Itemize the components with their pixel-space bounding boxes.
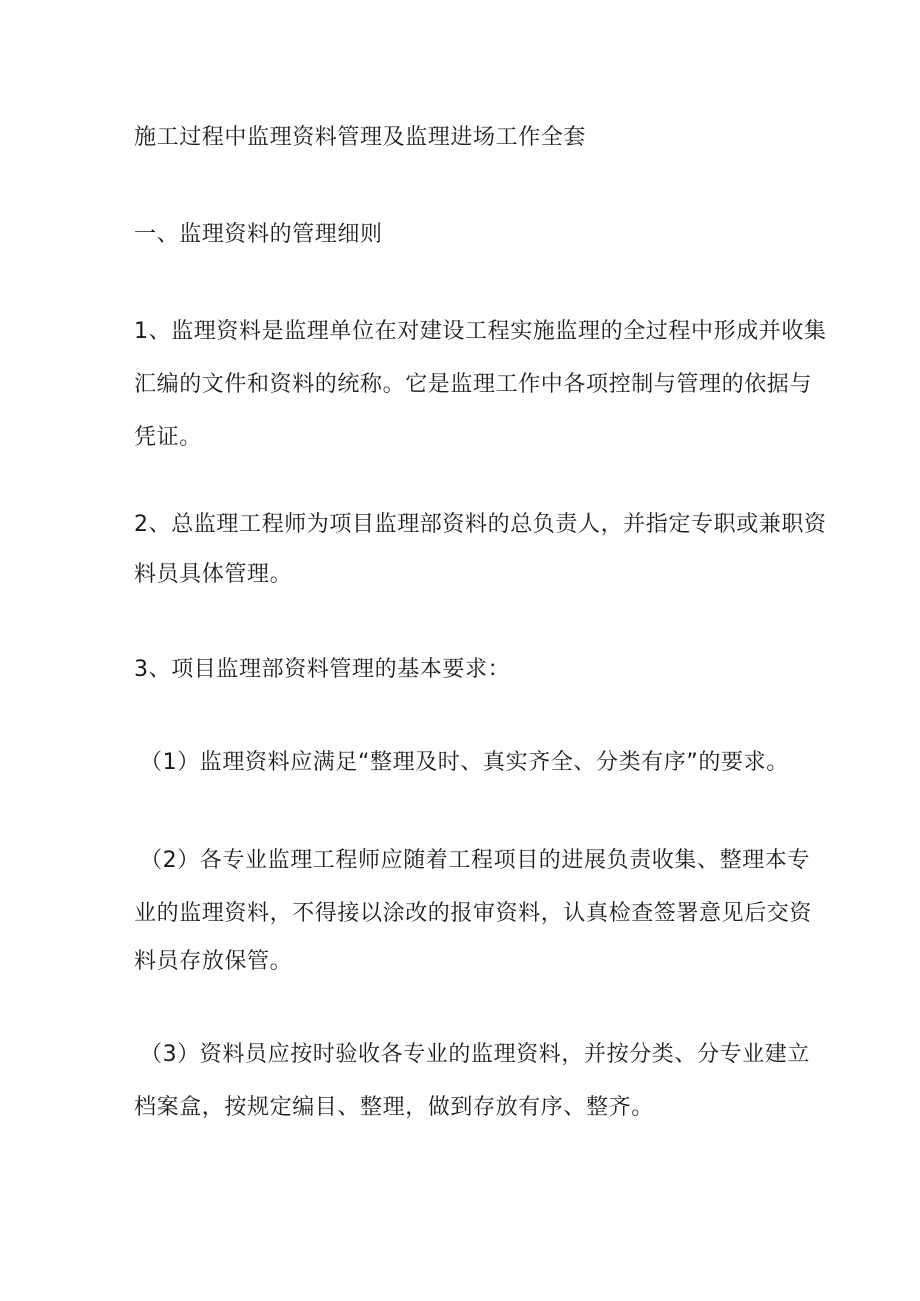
sub-item-2-line-3: 料员存放保管。 [134, 949, 293, 974]
paragraph-1-line-1: 1、监理资料是监理单位在对建设工程实施监理的全过程中形成并收集 [134, 319, 827, 344]
paragraph-2-line-1: 2、总监理工程师为项目监理部资料的总负责人，并指定专职或兼职资 [134, 512, 827, 537]
sub-item-1-line-1: （1）监理资料应满足“整理及时、真实齐全、分类有序”的要求。 [140, 750, 789, 775]
sub-item-2-line-1: （2）各专业监理工程师应随着工程项目的进展负责收集、整理本专 [140, 848, 810, 873]
sub-item-3-line-2: 档案盒，按规定编目、整理，做到存放有序、整齐。 [134, 1095, 654, 1120]
sub-item-2-line-2: 业的监理资料，不得接以涂改的报审资料，认真检查签署意见后交资 [134, 901, 813, 926]
document-title: 施工过程中监理资料管理及监理进场工作全套 [134, 125, 587, 150]
section-heading: 一、监理资料的管理细则 [134, 222, 383, 247]
sub-item-3-line-1: （3）资料员应按时验收各专业的监理资料，并按分类、分专业建立 [140, 1042, 810, 1067]
paragraph-1-line-3: 凭证。 [134, 425, 202, 450]
paragraph-1-line-2: 汇编的文件和资料的统称。它是监理工作中各项控制与管理的依据与 [134, 372, 813, 397]
paragraph-2-line-2: 料员具体管理。 [134, 562, 293, 587]
paragraph-3-line-1: 3、项目监理部资料管理的基本要求： [134, 657, 511, 682]
